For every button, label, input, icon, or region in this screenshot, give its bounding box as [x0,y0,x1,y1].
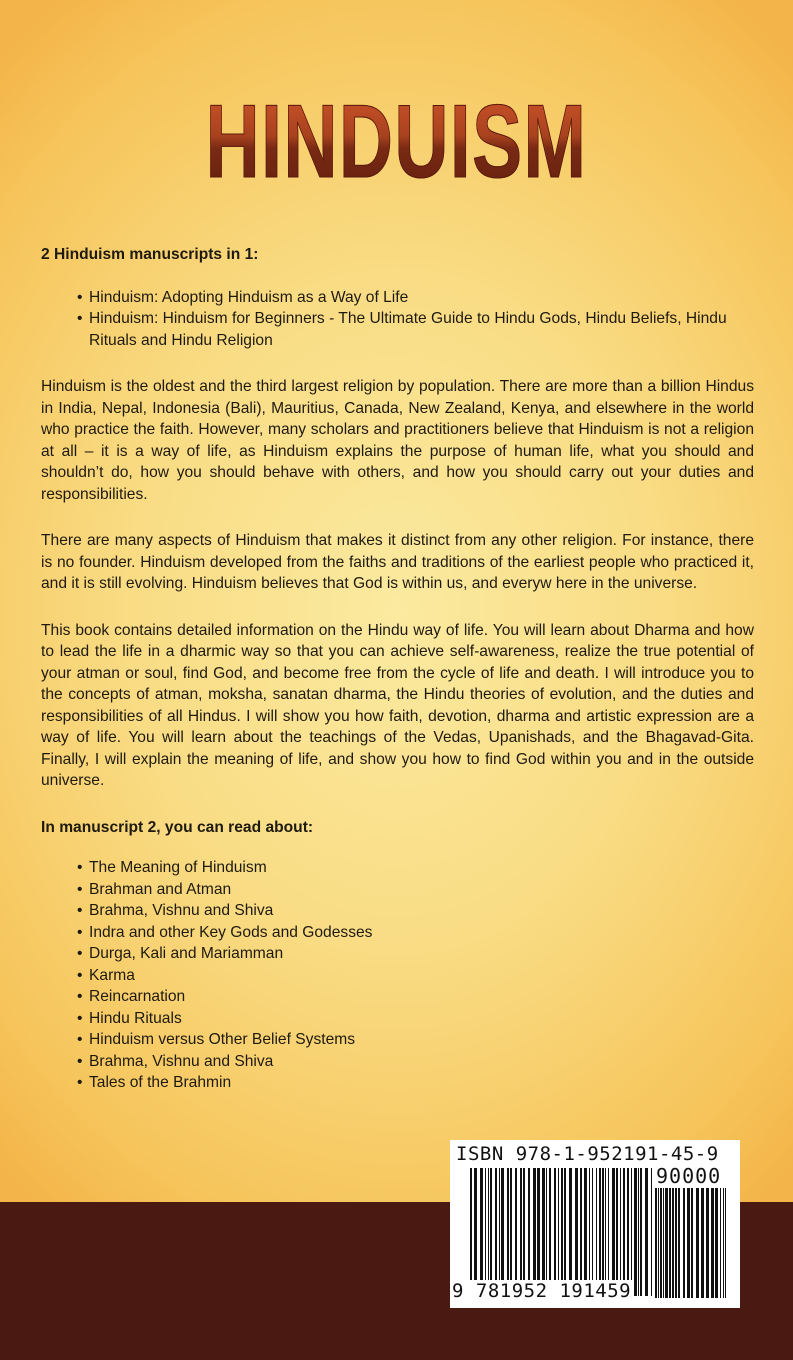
isbn-label: ISBN 978-1-952191-45-9 [456,1143,719,1165]
back-cover-text [41,244,754,1094]
paragraph-book-contents: This book contains detailed information on the Hindu way of life. You will learn about Dharma and how to lead the life in a dharmic way so that you can achieve self-awareness, realize the true potential of your atman or soul, find God, and become free from the cycle of life and death. I will introduce you to the concepts of atman, moksha, sanatan dharma, the Hindu theories of evolution, and the duties and responsibilities of all Hindus. I will show you how faith, devotion, dharma and artistic expression are a way of life. You will learn about the teachings of the Vedas, Upanishads, and the Bhagavad-Gita. Finally, I will explain the meaning of life, and show you how to find God within you and in the outside universe. [41,621,754,789]
list-item: • Hindu Rituals [77,1008,754,1030]
list-item: • Brahman and Atman [77,879,754,901]
topic-list [41,857,754,1094]
list-item: • Karma [77,965,754,987]
list-item: • Brahma, Vishnu and Shiva [77,1051,754,1073]
paragraph-intro: Hinduism is the oldest and the third largest religion by population. There are more than a billion Hindus in India, Nepal, Indonesia (Bali), Mauritius, Canada, New Zealand, Kenya, and elsewhere in the world who practice the faith. However, many scholars and practitioners believe that Hinduism is not a religion at all – it is a way of life, as Hinduism explains the purpose of human life, what you should and shouldn’t do, how you should behave with others, and how you should carry out your duties and responsibilities. [41,378,754,503]
list-item: • Hinduism: Adopting Hinduism as a Way of Life [77,287,754,309]
list-item: • Hinduism versus Other Belief Systems [77,1029,754,1051]
ean-digits: 9 781952 191459 [452,1280,632,1302]
price-code: 90000 [656,1164,722,1188]
book-title: HINDUISM [111,82,682,202]
list-item: • Indra and other Key Gods and Godesses [77,922,754,944]
barcode-bars [470,1168,645,1296]
price-barcode-bars [655,1188,735,1298]
list-item: • Brahma, Vishnu and Shiva [77,900,754,922]
isbn-barcode [450,1140,740,1308]
topics-heading: In manuscript 2, you can read about: [41,818,314,836]
list-item: • Durga, Kali and Mariamman [77,943,754,965]
manuscript-list [41,287,754,352]
list-item: • Tales of the Brahmin [77,1072,754,1094]
list-item: • The Meaning of Hinduism [77,857,754,879]
list-item: • Reincarnation [77,986,754,1008]
list-item: • Hinduism: Hinduism for Beginners - The Ultimate Guide to Hindu Gods, Hindu Beliefs, Hindu Rituals and Hindu Religion [77,308,754,351]
barcode-space [726,1188,727,1298]
paragraph-aspects: There are many aspects of Hinduism that makes it distinct from any other religion. For instance, there is no founder. Hinduism developed from the faiths and traditions of the earliest people who practiced it, and it is still evolving. Hinduism believes that God is within us, and everyw here in the universe. [41,532,754,592]
manuscripts-heading: 2 Hinduism manuscripts in 1: [41,246,259,263]
